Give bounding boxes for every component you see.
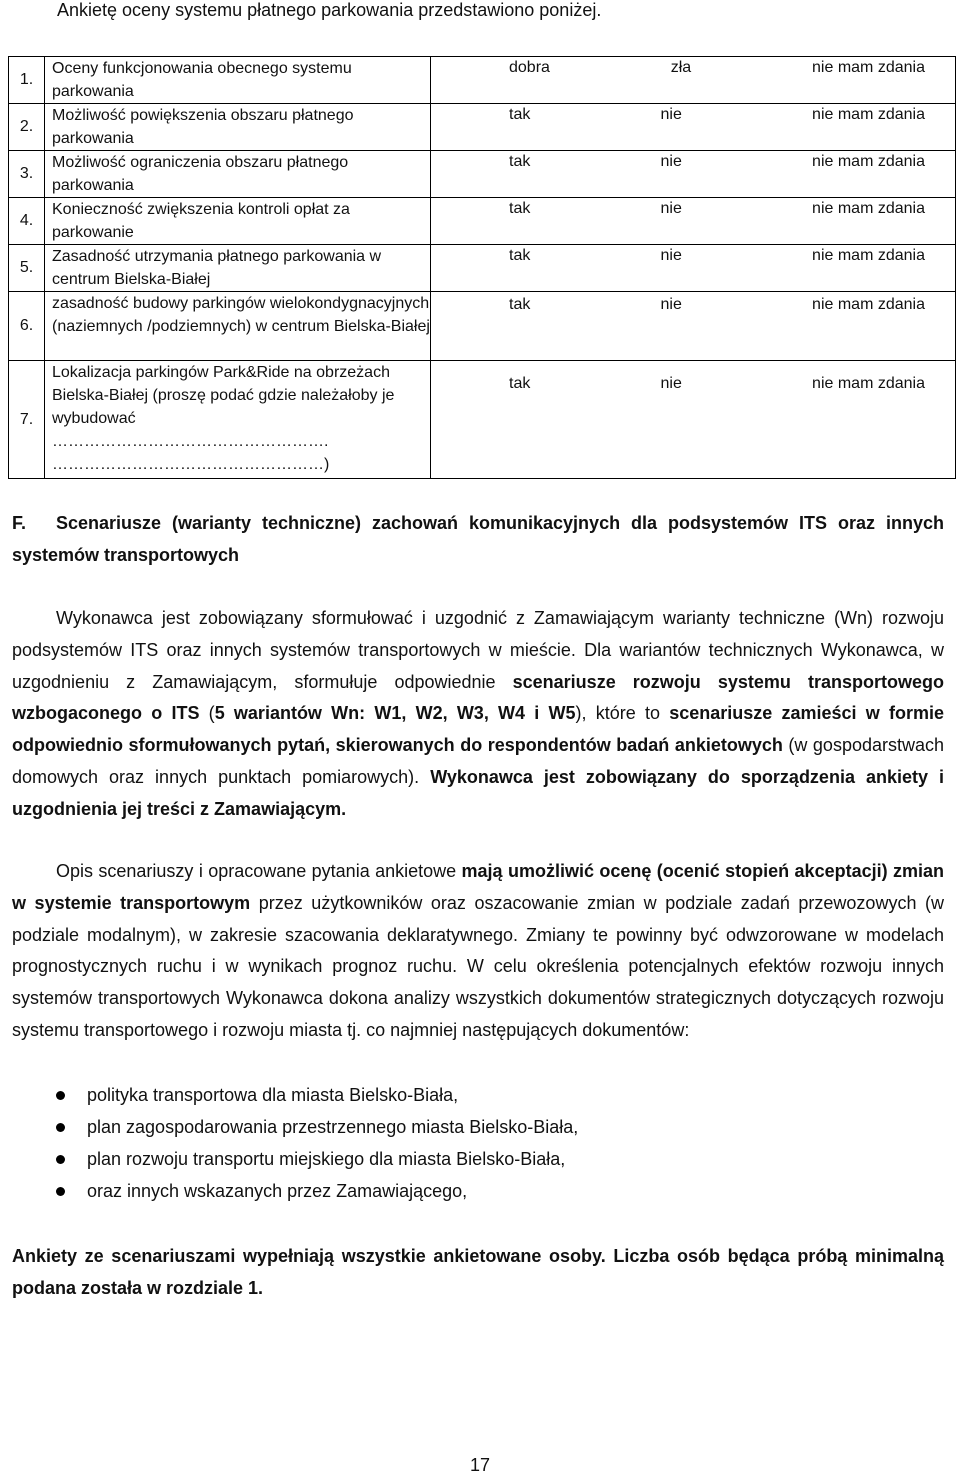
list-item-text: oraz innych wskazanych przez Zamawiającego, xyxy=(87,1181,468,1201)
p1-text-e: (w gospodarstwach domowych oraz innych punktach pomiarowych). xyxy=(12,735,945,787)
option-2[interactable]: zła xyxy=(670,59,692,76)
p1-bold-4: Wykonawca jest zobowiązany do sporządzenia ankiety i uzgodnienia jej treści z Zamawiającym. xyxy=(12,766,944,819)
option-2[interactable]: nie xyxy=(660,296,682,313)
p2-text-c: przez użytkowników oraz oszacowanie zmian w podziale zadań przewozowych (w podziale modalnym), w zakresie szacowania deklaratywnego. Zmiany te powinny być odwzorowane w modelach prognostycznych ruchu i w wynikach prognoz ruchu. W celu określenia potencjalnych efektów rozwoju innych systemów transportowych Wykonawca dokona analizy wszystkich dokumentów strategicznych dotyczących rozwoju systemu transportowego i rozwoju miasta tj. co najmniej następujących dokumentów: xyxy=(12,892,945,1040)
table-row xyxy=(9,104,956,151)
row-options xyxy=(431,57,956,104)
intro-text: Ankietę oceny systemu płatnego parkowania przedstawiono poniżej. xyxy=(57,0,602,20)
list-item xyxy=(12,1111,912,1143)
row-criterion: Zasadność utrzymania płatnego parkowania w centrum Bielska-Białej xyxy=(45,245,431,292)
row-number: 4. xyxy=(9,198,45,245)
list-item-text: plan rozwoju transportu miejskiego dla miasta Bielsko-Biała, xyxy=(87,1149,566,1169)
list-item-text: plan zagospodarowania przestrzennego miasta Bielsko-Biała, xyxy=(87,1117,579,1137)
section-heading xyxy=(12,507,944,571)
list-item xyxy=(12,1079,912,1111)
list-item xyxy=(12,1143,912,1175)
row-criterion: Konieczność zwiększenia kontroli opłat za parkowanie xyxy=(45,198,431,245)
row-criterion: Możliwość ograniczenia obszaru płatnego parkowania xyxy=(45,151,431,198)
option-2[interactable]: nie xyxy=(660,375,682,392)
p1-text-c: ( xyxy=(199,703,215,724)
bullet-icon xyxy=(56,1187,65,1196)
paragraph-2 xyxy=(12,856,944,1047)
documents-list xyxy=(12,1079,912,1207)
row-number: 3. xyxy=(9,151,45,198)
table-row xyxy=(9,361,956,479)
option-2[interactable]: nie xyxy=(660,200,682,217)
section-letter: F. xyxy=(12,513,27,533)
table-row xyxy=(9,57,956,104)
option-1[interactable]: tak xyxy=(509,153,531,170)
row-options xyxy=(431,198,956,245)
row-number: 2. xyxy=(9,104,45,151)
row-options xyxy=(431,151,956,198)
row-criterion: Możliwość powiększenia obszaru płatnego parkowania xyxy=(45,104,431,151)
p1-bold-1: scenariusze rozwoju systemu transportowego wzbogaconego o ITS xyxy=(12,671,944,724)
row-number: 7. xyxy=(9,361,45,479)
p1-bold-3: scenariusze zamieści w formie odpowiednio sformułowanych pytań, skierowanych do respondentów badań ankietowych xyxy=(12,703,945,756)
option-3[interactable]: nie mam zdania xyxy=(812,247,925,264)
option-3[interactable]: nie mam zdania xyxy=(812,59,925,76)
page-number: 17 xyxy=(469,1455,491,1475)
option-1[interactable]: tak xyxy=(509,106,531,123)
row-number: 5. xyxy=(9,245,45,292)
option-3[interactable]: nie mam zdania xyxy=(812,106,925,123)
p2-bold-1: mają umożliwić ocenę (ocenić stopień akceptacji) zmian w systemie transportowym xyxy=(12,861,944,913)
option-1[interactable]: tak xyxy=(509,247,531,264)
row-criterion xyxy=(45,361,431,479)
option-3[interactable]: nie mam zdania xyxy=(812,200,925,217)
row-options xyxy=(431,245,956,292)
option-3[interactable]: nie mam zdania xyxy=(812,375,925,392)
option-3[interactable]: nie mam zdania xyxy=(812,153,925,170)
row-options xyxy=(431,361,956,479)
p1-text-d: ), które to xyxy=(575,703,670,724)
closing-text: Ankiety ze scenariuszami wypełniają wszystkie ankietowane osoby. Liczba osób będąca próbą minimalną podana została w rozdziale 1. xyxy=(12,1246,944,1298)
row-criterion: zasadność budowy parkingów wielokondygnacyjnych (naziemnych /podziemnych) w centrum Bielska-Białej xyxy=(45,292,431,361)
survey-table xyxy=(8,56,956,479)
bullet-icon xyxy=(56,1091,65,1100)
row-options xyxy=(431,292,956,361)
table-row xyxy=(9,245,956,292)
row-number: 1. xyxy=(9,57,45,104)
option-1[interactable]: tak xyxy=(509,200,531,217)
option-1[interactable]: tak xyxy=(509,375,531,392)
table-row xyxy=(9,198,956,245)
table-row xyxy=(9,292,956,361)
criterion-text: Lokalizacja parkingów Park&Ride na obrzeżach Bielska-Białej (proszę podać gdzie należałoby je wybudować xyxy=(52,364,395,427)
list-item-text: polityka transportowa dla miasta Bielsko-Biała, xyxy=(87,1085,459,1105)
p2-text-a: Opis scenariuszy i opracowane pytania ankietowe xyxy=(56,861,462,881)
row-options xyxy=(431,104,956,151)
option-1[interactable]: dobra xyxy=(509,59,550,76)
option-1[interactable]: tak xyxy=(509,296,531,313)
answer-dots-line-2[interactable]: ……………………………………………) xyxy=(52,456,330,473)
option-2[interactable]: nie xyxy=(660,247,682,264)
p1-text-a: Wykonawca jest zobowiązany sformułować i uzgodnić z Zamawiającym warianty techniczne (Wn) rozwoju podsystemów ITS oraz innych systemów transportowych w mieście. Dla wariantów technicznych Wykonawca, w uzgodnieniu z Zamawiającym, sformułuje odpowiednie xyxy=(12,608,944,692)
bullet-icon xyxy=(56,1123,65,1132)
row-number: 6. xyxy=(9,292,45,361)
option-2[interactable]: nie xyxy=(660,106,682,123)
option-2[interactable]: nie xyxy=(660,153,682,170)
bullet-icon xyxy=(56,1155,65,1164)
table-row xyxy=(9,151,956,198)
section-title: Scenariusze (warianty techniczne) zachowań komunikacyjnych dla podsystemów ITS oraz innych systemów transportowych xyxy=(12,513,944,565)
answer-dots-line-1[interactable]: ……………………………………………. xyxy=(52,433,329,450)
paragraph-1 xyxy=(12,603,944,826)
list-item xyxy=(12,1175,912,1207)
option-3[interactable]: nie mam zdania xyxy=(812,296,925,313)
row-criterion: Oceny funkcjonowania obecnego systemu parkowania xyxy=(45,57,431,104)
p1-bold-2: 5 wariantów Wn: W1, W2, W3, W4 i W5 xyxy=(214,703,576,724)
